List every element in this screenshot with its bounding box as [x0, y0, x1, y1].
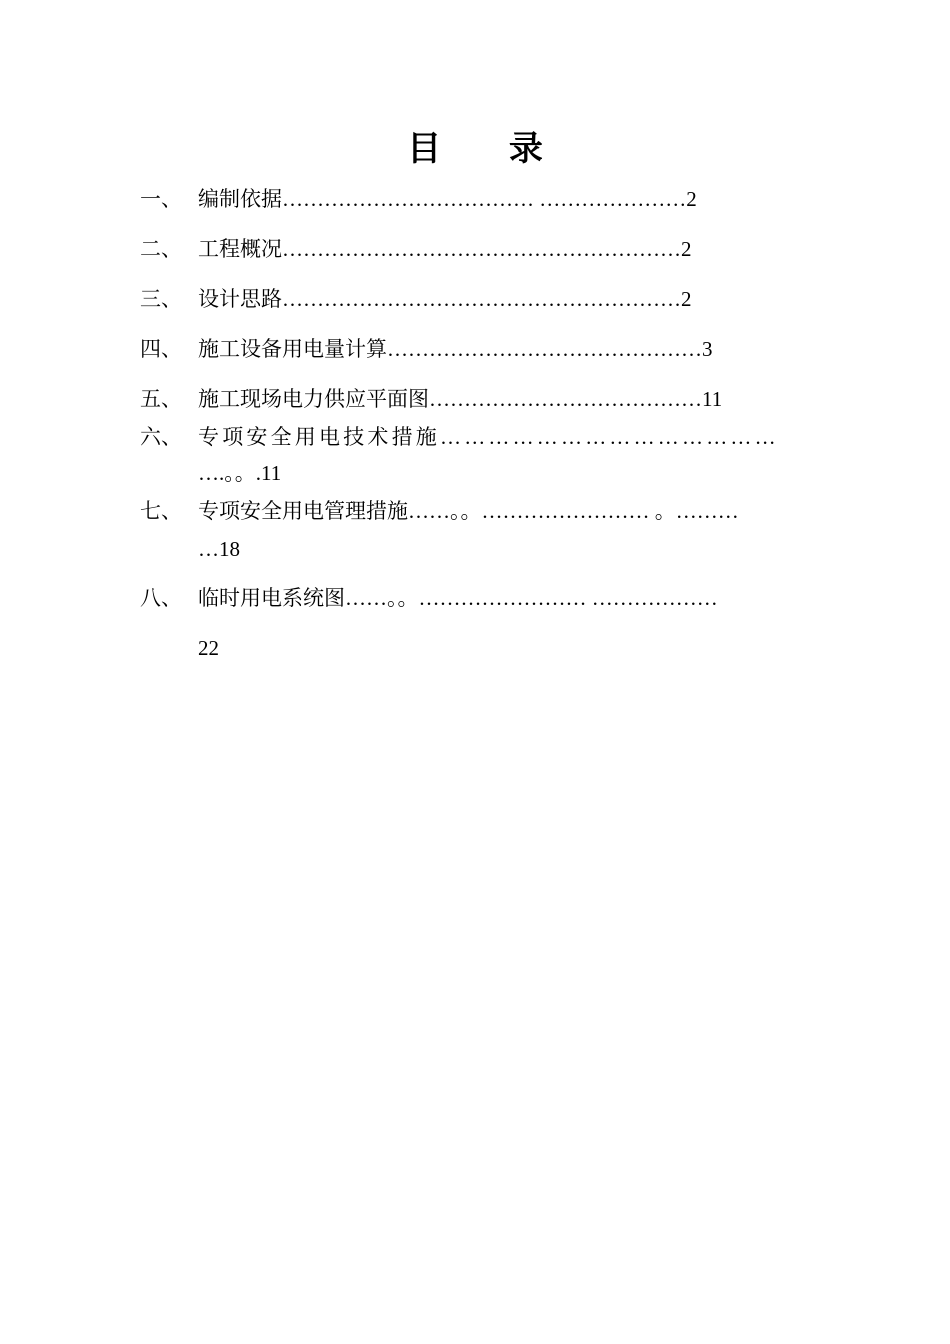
toc-entry-number: 六、 — [140, 425, 182, 449]
toc-entry-number: 七、 — [140, 499, 182, 523]
toc-entry-text: 专项安全用电管理措施……。。…………………… 。……… — [198, 499, 739, 523]
toc-entry-number: 四、 — [140, 337, 182, 361]
toc-entry-continuation: 22 — [198, 636, 219, 660]
toc-entry-text: 施工现场电力供应平面图…………………………………11 — [198, 387, 723, 411]
toc-entry-continuation: ….。。.11 — [198, 461, 282, 485]
toc-title: 目 录 — [407, 129, 571, 169]
toc-entry-number: 一、 — [140, 187, 182, 211]
toc-entry-text: 设计思路…………………………………………………2 — [198, 287, 692, 311]
toc-entry-text: 编制依据……………………………… …………………2 — [198, 187, 697, 211]
toc-entry-number: 五、 — [140, 387, 182, 411]
toc-entry-text: 专项安全用电技术措施…………………………………… — [198, 425, 779, 449]
toc-entry-number: 八、 — [140, 586, 182, 610]
toc-entry-continuation: …18 — [198, 537, 240, 561]
toc-entry-number: 三、 — [140, 287, 182, 311]
toc-entry-text: 工程概况…………………………………………………2 — [198, 237, 692, 261]
toc-entry-text: 临时用电系统图……。。…………………… ……………… — [198, 586, 718, 610]
toc-entry-number: 二、 — [140, 237, 182, 261]
toc-entry-text: 施工设备用电量计算………………………………………3 — [198, 337, 713, 361]
